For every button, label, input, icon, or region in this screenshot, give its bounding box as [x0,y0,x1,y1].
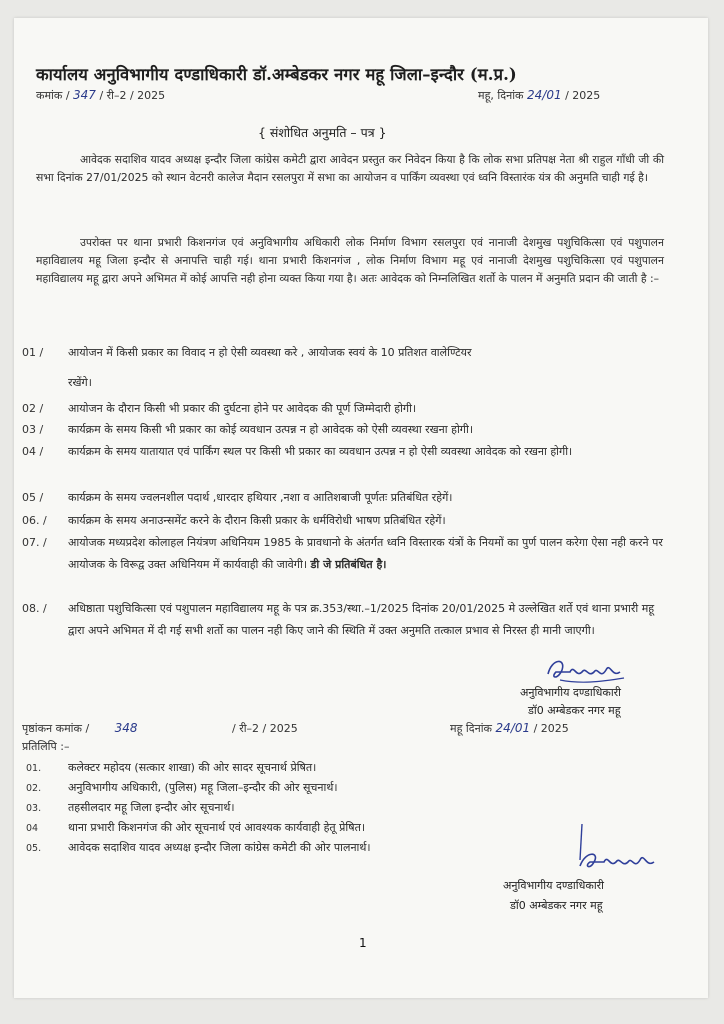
date-suffix: / 2025 [565,89,601,102]
copy-item-text: तहसीलदार महू जिला इन्दौर ओर सूचनार्थ। [68,801,235,814]
ref-prefix: कमांक / [36,89,70,102]
ref-number-handwritten: 347 [73,88,96,102]
intro-paragraph: आवेदक सदाशिव यादव अध्यक्ष इन्दौर जिला कांग्रेस कमेटी द्वारा आवेदन प्रस्तुत कर निवेदन किया है कि लोक सभा प्रतिपक्ष नेता श्री राहुल गाँधी जी की सभा दिनांक 27/01/2025 को स्थान वेटनरी कालेज मैदान रसलपुरा में सभा का आयोजन व पार्किंग व्यवस्था एवं ध्वनि विस्तारंक यंत्र की अनुमति चाही गई है। [36,153,664,184]
endorsement-date-handwritten: 24/01 [495,721,531,735]
condition-number: 03 / [22,423,44,436]
condition-text-continued: रखेंगे। [68,376,92,389]
office-title: कार्यालय अनुविभागीय दण्डाधिकारी डॉ.अम्बेडकर नगर महू जिला–इन्दौर (म.प्र.) [36,65,517,84]
endorsement-date-suffix: / 2025 [533,722,569,735]
signatory-office-2: डॉ0 अम्बेडकर नगर महू [510,899,603,912]
condition-text: कार्यक्रम के समय यातायात एवं पार्किंग स्थल पर किसी भी प्रकार का व्यवधान उत्पन्न न हो ऐसी व्यवस्था आवेदक को रखना होगी। [68,445,573,458]
copy-item-text: कलेक्टर महोदय (सत्कार शाखा) की ओर सादर सूचनार्थ प्रेषित। [68,761,317,774]
handwritten-signature-1 [540,650,630,690]
endorsement-number [22,721,138,736]
endorsement-prefix: पृष्ठांकन कमांक / [22,722,90,735]
condition-number: 08. / [22,602,47,615]
handwritten-signature-2 [560,820,660,880]
condition-number: 06. / [22,514,47,527]
signatory-designation-2: अनुविभागीय दण्डाधिकारी [503,879,605,892]
condition-number: 05 / [22,491,44,504]
condition-text: अधिष्ठाता पशुचिकित्सा एवं पशुपालन महाविद्यालय महू के पत्र क्र.353/स्था.–1/2025 दिनांक 20/01/2025 मे उल्लेखित शर्ते एवं थाना प्रभारी महू द्वारा अपने अभिमत में दी गई सभी शर्तो का पालन नही किए जाने की स्थिति में उक्त अनुमति तत्काल प्रभाव से निरस्त ही मानी जाएगी। [68,602,655,637]
condition-number: 07. / [22,536,47,549]
copy-item-number: 04 [26,823,39,834]
signature-block-2 [560,820,660,884]
subject-heading: { संशोधित अनुमति – पत्र } [258,125,387,140]
copy-item-number: 05. [26,843,42,854]
condition-text: आयोजन के दौरान किसी भी प्रकार की दुर्घटना होने पर आवेदक की पूर्ण जिम्मेदारी होगी। [68,402,417,415]
date-handwritten: 24/01 [527,88,562,102]
signatory-office-1: डॉ0 अम्बेडकर नगर महू [528,704,621,717]
page-number: 1 [359,936,367,950]
date-prefix: महू, दिनांक [478,89,524,102]
condition-text: आयोजन में किसी प्रकार का विवाद न हो ऐसी व्यवस्था करे , आयोजक स्वयं के 10 प्रतिशत वालेण्टियर [68,346,472,359]
copy-item-number: 02. [26,783,42,794]
endorsement-suffix: / री–2 / 2025 [232,722,298,735]
reference-number [36,88,165,103]
condition-number: 02 / [22,402,44,415]
signatory-designation-1: अनुविभागीय दण्डाधिकारी [520,686,622,699]
condition-text: कार्यक्रम के समय अनाउन्समेंट करने के दौरान किसी प्रकार के धर्मविरोधी भाषण प्रतिबंधित रहेगें। [68,514,446,527]
objection-paragraph: उपरोक्त पर थाना प्रभारी किशनगंज एवं अनुविभागीय अधिकारी लोक निर्माण विभाग रसलपुरा एवं नानाजी देशमुख पशुचिकित्सा एवं पशुपालन महाविद्यालय महू जिला इन्दौर से अनापत्ति चाही गई। थाना प्रभारी किशनगंज , लोक निर्माण विभाग महू एवं नानाजी देशमुख पशुचिकित्सा एवं पशुपालन महाविद्यालय महू द्वारा अपने अभिमत में कोई आपत्ति नही होना व्यक्त किया गया है। अतः आवेदक को निम्नलिखित शर्तो के पालन में अनुमति प्रदान की जाती है :– [36,236,664,285]
condition-text: कार्यक्रम के समय ज्वलनशील पदार्थ ,धारदार हथियार ,नशा व आतिशबाजी पूर्णतः प्रतिबंधित रहेगें। [68,491,453,504]
endorsement-number-handwritten: 348 [114,721,138,735]
dj-ban-notice: डी जे प्रतिबंधित है। [310,558,387,571]
ref-suffix: / री–2 / 2025 [99,89,166,102]
condition-number: 04 / [22,445,44,458]
copy-item-text: थाना प्रभारी किशनगंज की ओर सूचनार्थ एवं आवश्यक कार्यवाही हेतू प्रेषित। [68,821,366,834]
endorsement-date [450,721,569,736]
endorsement-date-prefix: महू दिनांक [450,722,493,735]
condition-text: कार्यक्रम के समय किसी भी प्रकार का कोई व्यवधान उत्पन्न न हो आवेदक को ऐसी व्यवस्था रखना होगी। [68,423,474,436]
copy-item-text: अनुविभागीय अधिकारी, (पुलिस) महू जिला–इन्दौर की ओर सूचनार्थ। [68,781,338,794]
condition-text-body: आयोजक मध्यप्रदेश कोलाहल नियंत्रण अधिनियम 1985 के प्रावधानो के अंतर्गत ध्वनि विस्तारक यंत्रों के नियमों का पुर्ण पालन करेगा ऐसा नही करने पर आयोजक के विरूद्व उक्त अधिनियम में कार्यवाही की जावेगी। [68,536,663,571]
copy-item-text: आवेदक सदाशिव यादव अध्यक्ष इन्दौर जिला कांग्रेस कमेटी की ओर पालनार्थ। [68,841,371,854]
copy-item-number: 01. [26,763,42,774]
condition-text [68,532,666,576]
condition-number: 01 / [22,346,44,359]
header-date [478,88,600,103]
copy-item-number: 03. [26,803,42,814]
copy-label: प्रतिलिपि :– [22,740,70,753]
